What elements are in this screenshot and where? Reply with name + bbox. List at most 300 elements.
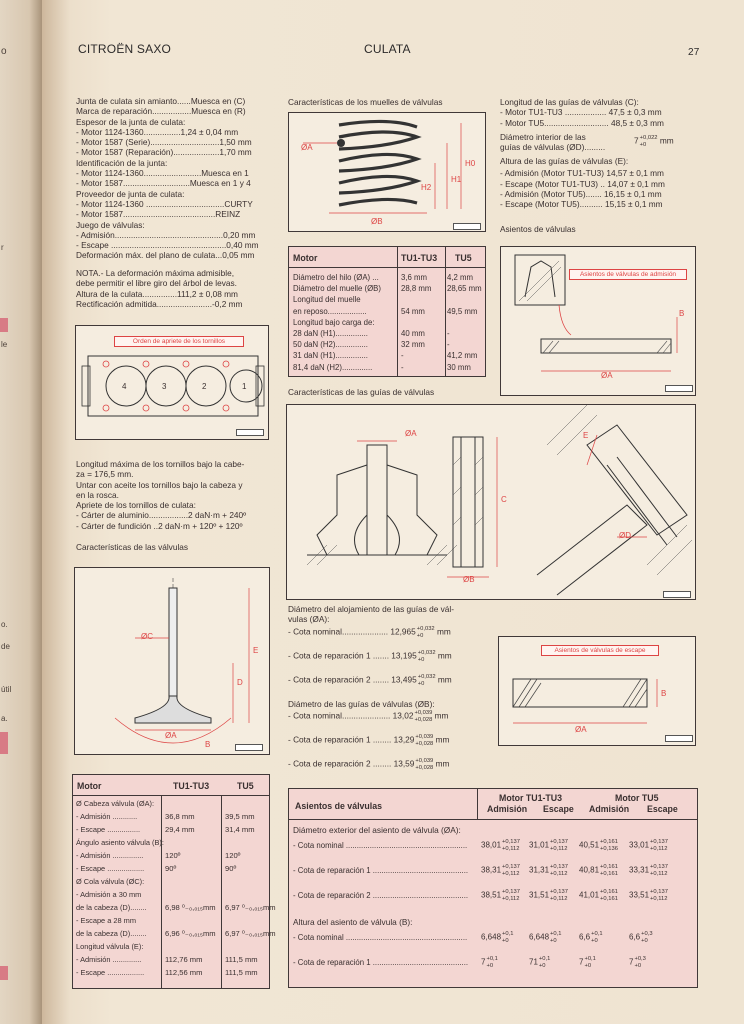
tolerance	[600, 889, 618, 902]
tol-up: +0,039	[414, 710, 433, 716]
left-margin-bar	[0, 318, 8, 332]
valve-drawing	[75, 568, 271, 756]
tu1-value: 3,6 mm	[401, 273, 427, 282]
tolerance-row	[288, 626, 451, 639]
label-oa: ØA	[601, 371, 613, 380]
sub-header: Escape	[647, 804, 678, 814]
tol-up: +0,1	[591, 931, 603, 937]
tolerance	[641, 931, 652, 944]
figure-ref-stamp	[235, 744, 263, 751]
tolerance	[502, 864, 520, 877]
row-label: 50 daN (H2)...............	[293, 340, 368, 350]
seat-value	[629, 864, 668, 877]
spec-line: - Motor 1124-1360................1,24 ± 0,04 mm	[76, 126, 239, 137]
tol-up: +0,1	[550, 931, 562, 937]
inner-dia-block	[500, 132, 710, 153]
seat-number: 6,648	[529, 932, 550, 942]
seat-value	[481, 956, 498, 969]
nota-line: Altura de la culata...............111,2 ± 0,08 mm	[76, 288, 238, 299]
seat-number: 31,51	[529, 890, 550, 900]
row-label: - Cota nominal..................... 13,02	[288, 710, 414, 721]
tu1-value: 112,56 mm	[165, 968, 203, 977]
seat-value	[481, 889, 520, 902]
tol-up: +0,161	[600, 839, 618, 845]
tu1-value: 112,76 mm	[165, 955, 203, 964]
nota-line: Rectificación admitida........................-0,2 mm	[76, 298, 243, 309]
unit: mm	[433, 734, 450, 745]
housing-title: Diámetro del alojamiento de las guías de vál-	[288, 604, 455, 614]
col-divider	[221, 795, 222, 988]
tolerance-row	[288, 734, 449, 747]
tol-low: +0	[584, 962, 592, 969]
header-divider	[289, 819, 697, 820]
guides-diagram	[286, 404, 696, 600]
tol-low: +0,112	[550, 870, 568, 877]
spec-line: Marca de reparación.................Muesca en (R)	[76, 106, 246, 117]
label-oa: ØA	[301, 143, 313, 152]
tol-low: +0,112	[502, 870, 520, 877]
label-h0: H0	[465, 159, 476, 168]
seat-number: 40,81	[579, 865, 600, 875]
spec-line: - Motor 1587 (Serie)..............................1,50 mm	[76, 137, 252, 148]
tolerance	[634, 956, 645, 969]
tol-up: +0,137	[650, 864, 668, 870]
tolerance	[650, 839, 668, 852]
tol-low: +0,161	[600, 895, 618, 902]
tol-up: +0,137	[650, 889, 668, 895]
label-h1: H1	[451, 175, 462, 184]
tol-up: +0,3	[641, 931, 653, 937]
seat-value	[629, 931, 653, 944]
tu5-value: -	[447, 340, 450, 350]
tolerance	[414, 710, 432, 723]
tolerance-row	[288, 758, 449, 771]
tolerance	[600, 839, 618, 852]
label-e: E	[583, 431, 589, 440]
tol-low: +0	[417, 656, 425, 663]
tol-low: +0,112	[502, 845, 520, 852]
seat-value	[481, 864, 520, 877]
seat-number: 71	[529, 957, 538, 967]
inner-unit: mm	[659, 135, 674, 146]
tolerance-row	[288, 710, 448, 723]
row-label: 31 daN (H1)...............	[293, 351, 368, 361]
tol-up: +0,032	[416, 626, 435, 632]
row-label: 28 daN (H1)...............	[293, 329, 368, 338]
seat-number: 33,31	[629, 865, 650, 875]
valves-title: Características de las válvulas	[76, 542, 189, 552]
col-header: TU1-TU3	[401, 253, 438, 263]
tu5-value: 120º	[225, 851, 241, 860]
height-line: - Escape (Motor TU5).......... 15,15 ± 0,1 mm	[500, 199, 663, 210]
row-label: - Escape ................	[76, 825, 141, 834]
seat-number: 6,648	[481, 932, 502, 942]
guide-dia-title: Diámetro de las guías de válvulas (ØB):	[288, 699, 435, 709]
seat-number: 6,6	[629, 932, 641, 942]
sub-header: Escape	[543, 804, 574, 814]
unit: mm	[435, 650, 452, 661]
tolerance	[650, 864, 668, 877]
row-label: Longitud del muelle	[293, 295, 361, 305]
tol-up: +0,161	[600, 864, 618, 870]
tol-low: +0	[417, 680, 425, 687]
tol-low: +0	[634, 962, 642, 969]
bolt-order-diagram	[75, 325, 269, 440]
seat-number: 33,01	[629, 840, 650, 850]
tol-low: +0	[550, 937, 557, 944]
tol-up: +0,137	[550, 839, 568, 845]
tol-up: +0,1	[584, 956, 596, 962]
bolt-line: Untar con aceite los tornillos bajo la cabeza y	[76, 479, 243, 490]
left-margin-char: o.	[1, 620, 8, 629]
unit: mm	[435, 674, 452, 685]
row-label: - Admisión a 30 mm	[76, 890, 142, 899]
nota-line: debe permitir el libre giro del árbol de levas.	[76, 278, 237, 289]
spec-line: - Motor 1124-1360.........................Muesca en 1	[76, 168, 249, 179]
left-margin-char: útil	[1, 685, 12, 694]
tol-up: +0,032	[417, 674, 436, 680]
sub-header: Admisión	[487, 804, 528, 814]
tol-up: +0,137	[502, 889, 520, 895]
tu5-value: 111,5 mm	[225, 955, 258, 964]
tol-up: +0,137	[550, 889, 568, 895]
col-divider	[445, 247, 446, 376]
spec-line: - Motor 1587 (Reparación)....................1,70 mm	[76, 147, 252, 158]
tu1-value: 28,8 mm	[401, 284, 432, 294]
row-label: Diámetro del hilo (ØA) ...	[293, 273, 379, 282]
seats-title: Asientos de válvulas	[500, 224, 576, 234]
header-divider	[289, 267, 485, 268]
label-ob: ØB	[371, 217, 383, 226]
col-header: Motor	[77, 781, 102, 791]
spring-drawing	[289, 113, 487, 233]
tol-up: +0,137	[550, 864, 568, 870]
tu1-value: 6,98 ⁰₋₀,₀₁₅mm	[165, 903, 216, 912]
tol-low: +0	[639, 141, 647, 148]
seat-number: 7	[579, 957, 584, 967]
tolerance	[502, 931, 513, 944]
seat-number: 40,51	[579, 840, 600, 850]
intake-seat-label: Asientos de válvulas de admisión	[569, 269, 687, 280]
tol-low: +0	[502, 937, 509, 944]
tu1-value: -	[401, 362, 404, 372]
tu5-value: -	[447, 329, 450, 338]
label-b: B	[679, 309, 685, 318]
motor-tu1-header: Motor TU1-TU3	[499, 793, 563, 803]
seat-number: 33,51	[629, 890, 650, 900]
tol-up: +0,137	[502, 839, 520, 845]
sub-header: Admisión	[589, 804, 630, 814]
tol-up: +0,1	[486, 956, 498, 962]
tolerance	[591, 931, 602, 944]
seat-number: 38,01	[481, 840, 502, 850]
tolerance-row	[288, 650, 452, 663]
label-h2: H2	[421, 183, 432, 192]
figure-ref-stamp	[453, 223, 481, 230]
bolt-number: 2	[202, 382, 207, 391]
height-title: Altura de las guías de válvulas (E):	[500, 156, 629, 166]
tolerance	[415, 758, 433, 771]
tu5-value: 6,97 ⁰₋₀,₀₁₅mm	[225, 929, 276, 938]
row-label: - Admisión ..............	[76, 955, 142, 964]
col-header: TU1-TU3	[173, 781, 210, 791]
tol-low: +0	[641, 937, 648, 944]
spring-diagram	[288, 112, 486, 232]
bolt-line: - Cárter de aluminio.................2 daN·m + 240º	[76, 510, 247, 521]
col-header: TU5	[455, 253, 472, 263]
tol-low: +0,028	[414, 716, 433, 723]
cylinder-head-drawing	[76, 326, 270, 441]
nota-line: NOTA.- La deformación máxima admisible,	[76, 268, 235, 278]
tol-up: +0,039	[415, 758, 434, 764]
unit: mm	[432, 710, 449, 721]
row-label: - Cota nominal ........................................................	[293, 933, 468, 942]
row-label: de la cabeza (D)........	[76, 929, 147, 938]
row-label: - Cota nominal.................... 12,965	[288, 626, 416, 637]
bolt-line: Longitud máxima de los tornillos bajo la cabe-	[76, 459, 245, 469]
row-label: - Cota de reparación 1 ....... 13,195	[288, 650, 417, 661]
tu5-value: 39,5 mm	[225, 812, 255, 821]
row-label: - Escape ..................	[76, 864, 145, 873]
tol-up: +0,022	[639, 135, 658, 141]
row-label: - Cota de reparación 1 ........ 13,29	[288, 734, 415, 745]
tol-low: +0,112	[650, 870, 668, 877]
tolerance	[550, 839, 568, 852]
tu5-value: 90º	[225, 864, 237, 873]
unit: mm	[433, 758, 450, 769]
row-label: - Cota de reparación 2 ........ 13,59	[288, 758, 415, 769]
tol-low: +0	[416, 632, 424, 639]
tolerance	[550, 864, 568, 877]
row-label: - Cota de reparación 2 ............................................	[293, 891, 469, 900]
length-title: Longitud de las guías de válvulas (C):	[500, 97, 639, 107]
row-label: 81,4 daN (H2)..............	[293, 362, 373, 372]
label-oa: ØA	[405, 429, 417, 438]
row-label: - Escape ..................	[76, 968, 145, 977]
seat-value	[529, 931, 561, 944]
seat-value	[481, 839, 520, 852]
tol-low: +0,112	[550, 845, 568, 852]
inner-title: guías de válvulas (ØD).........	[500, 142, 606, 153]
tolerance	[502, 839, 520, 852]
tol-low: +0,028	[415, 764, 434, 771]
col-header: Motor	[293, 253, 318, 263]
figure-ref-stamp	[665, 385, 693, 392]
seat-value	[629, 956, 646, 969]
tol-low: +0,028	[415, 740, 434, 747]
valve-spec-table	[72, 774, 276, 989]
seat-value	[529, 889, 568, 902]
tol-low: +0,112	[550, 895, 568, 902]
seat-number: 41,01	[579, 890, 600, 900]
label-c: C	[501, 495, 507, 504]
seat-value	[579, 956, 596, 969]
seat-number: 38,51	[481, 890, 502, 900]
intake-seat-diagram	[500, 246, 696, 396]
seat-value	[579, 889, 618, 902]
row-label: de la cabeza (D)........	[76, 903, 147, 912]
height-title: Altura del asiento de válvula (B):	[293, 917, 413, 927]
label-e: E	[253, 646, 259, 655]
tolerance	[650, 889, 668, 902]
row-label: Ø Cola válvula (ØC):	[76, 877, 145, 886]
row-label: en reposo..................	[293, 306, 367, 316]
row-label: Ángulo asiento válvula (B):	[76, 838, 164, 847]
spec-line: - Escape ..................................................0,40 mm	[76, 240, 259, 251]
figure-ref-stamp	[665, 735, 693, 742]
tol-up: +0,137	[650, 839, 668, 845]
intake-seat-drawing	[501, 247, 697, 397]
col-divider	[397, 247, 398, 376]
label-oa: ØA	[575, 725, 587, 734]
spring-title: Características de los muelles de válvulas	[288, 97, 443, 107]
section-title: CULATA	[364, 42, 411, 56]
tol-low: +0	[591, 937, 598, 944]
tolerance-row	[288, 674, 452, 687]
tol-low: +0	[538, 962, 546, 969]
gasket-specs	[76, 96, 276, 261]
spec-line: - Motor 1124-1360 ..................................CURTY	[76, 198, 253, 209]
tu5-value: 30 mm	[447, 362, 471, 372]
tol-low: +0,136	[600, 845, 618, 852]
tolerance	[640, 135, 658, 148]
row-label: Ø Cabeza válvula (ØA):	[76, 799, 155, 808]
bolt-line: - Cárter de fundición ..2 daN·m + 120º + 120º	[76, 520, 243, 531]
tol-up: +0,039	[415, 734, 434, 740]
outer-title: Diámetro exterior del asiento de válvula (ØA):	[293, 825, 461, 835]
label-b: B	[661, 689, 667, 698]
bolt-number: 1	[242, 382, 247, 391]
tol-up: +0,1	[502, 931, 514, 937]
tol-up: +0,1	[538, 956, 551, 962]
row-label: - Admisión ...............	[76, 851, 144, 860]
tol-low: +0,161	[600, 870, 618, 877]
tol-low: +0,112	[650, 895, 668, 902]
row-label: - Escape a 28 mm	[76, 916, 136, 925]
tu1-value: 32 mm	[401, 340, 425, 350]
valve-diagram	[74, 567, 270, 755]
exhaust-seat-diagram	[498, 636, 696, 746]
bolt-line: za = 176,5 mm.	[76, 469, 134, 480]
spec-line: - Admisión...............................................0,20 mm	[76, 229, 256, 240]
tol-low: +0	[486, 962, 494, 969]
seat-spec-table	[288, 788, 698, 988]
exhaust-seat-label: Asientos de válvulas de escape	[541, 645, 659, 656]
tolerance	[539, 956, 550, 969]
housing-title: vulas (ØA):	[288, 614, 330, 625]
seat-value	[579, 864, 618, 877]
seat-value	[629, 889, 668, 902]
tolerance	[550, 889, 568, 902]
page-number: 27	[688, 47, 700, 58]
tol-low: +0,112	[502, 895, 520, 902]
tolerance	[502, 889, 520, 902]
left-margin-char: le	[1, 340, 8, 349]
spec-line: Juego de válvulas:	[76, 219, 145, 230]
unit: mm	[434, 626, 451, 637]
guides-drawing	[287, 405, 697, 601]
bolt-order-label: Orden de apriete de los tornillos	[114, 336, 244, 347]
tolerance	[418, 650, 436, 663]
seat-number: 7	[629, 957, 634, 967]
left-margin-bar	[0, 732, 8, 754]
tu5-value: 4,2 mm	[447, 273, 473, 282]
tolerance	[418, 674, 436, 687]
height-line: - Admisión (Motor TU1-TU3) 14,57 ± 0,1 mm	[500, 168, 664, 179]
bolt-line: Apriete de los tornillos de culata:	[76, 500, 196, 511]
figure-ref-stamp	[236, 429, 264, 436]
row-label: - Cota de reparación 1 ............................................	[293, 958, 469, 967]
bolt-line: en la rosca.	[76, 489, 119, 500]
seat-number: 6,6	[579, 932, 591, 942]
seat-number: 31,01	[529, 840, 550, 850]
inner-title: Diámetro interior de las	[500, 132, 586, 142]
tu5-value: 28,65 mm	[447, 284, 482, 294]
brand-title: CITROËN SAXO	[78, 42, 172, 56]
seat-value	[529, 864, 568, 877]
label-ob: ØB	[463, 575, 475, 584]
tolerance	[600, 864, 618, 877]
tolerance	[550, 931, 561, 944]
label-oa: ØA	[165, 731, 177, 740]
nota-block	[76, 268, 276, 309]
manual-page	[42, 0, 744, 1024]
tol-up: +0,161	[600, 889, 618, 895]
label-oc: ØC	[141, 632, 153, 641]
seat-number: 38,31	[481, 865, 502, 875]
bolt-number: 4	[122, 382, 127, 391]
left-margin-char: r	[1, 243, 4, 252]
guides-title: Características de las guías de válvulas	[288, 387, 435, 397]
header-divider	[73, 795, 269, 796]
housing-block	[288, 604, 488, 625]
spring-spec-table	[288, 246, 486, 377]
bolt-number: 3	[162, 382, 167, 391]
motor-tu5-header: Motor TU5	[615, 793, 659, 803]
row-label: - Admisión ............	[76, 812, 138, 821]
tolerance	[417, 626, 435, 639]
bolt-instructions	[76, 459, 276, 531]
figure-ref-stamp	[663, 591, 691, 598]
tu1-value: 6,96 ⁰₋₀,₀₁₅mm	[165, 929, 216, 938]
tu1-value: 90º	[165, 864, 177, 873]
tu5-value: 111,5 mm	[225, 968, 258, 977]
col-header: TU5	[237, 781, 254, 791]
seat-value	[629, 839, 668, 852]
exhaust-seat-drawing	[499, 637, 697, 747]
tu5-value: 49,5 mm	[447, 306, 478, 316]
tu1-value: 54 mm	[401, 306, 425, 316]
spec-line: - Motor 1587........................................REINZ	[76, 209, 241, 220]
spec-line: - Motor 1587.............................Muesca en 1 y 4	[76, 178, 251, 189]
spec-line: Deformación máx. del plano de culata...0,05 mm	[76, 250, 255, 261]
row-label: Longitud bajo carga de:	[293, 317, 375, 327]
row-label: - Cota de reparación 2 ....... 13,495	[288, 674, 417, 685]
tu1-value: 120º	[165, 851, 181, 860]
left-margin-char: a.	[1, 714, 8, 723]
tolerance	[415, 734, 433, 747]
label-b: B	[205, 740, 211, 749]
seat-number: 31,31	[529, 865, 550, 875]
row-label: Longitud válvula (E):	[76, 942, 144, 951]
seat-number: 7	[481, 957, 486, 967]
label-od: ØD	[619, 531, 631, 540]
spec-line: Identificación de la junta:	[76, 157, 168, 168]
col-divider	[477, 789, 478, 819]
seat-value	[579, 931, 603, 944]
guide-height-block	[500, 156, 710, 209]
spec-line: Proveedor de junta de culata:	[76, 188, 185, 199]
